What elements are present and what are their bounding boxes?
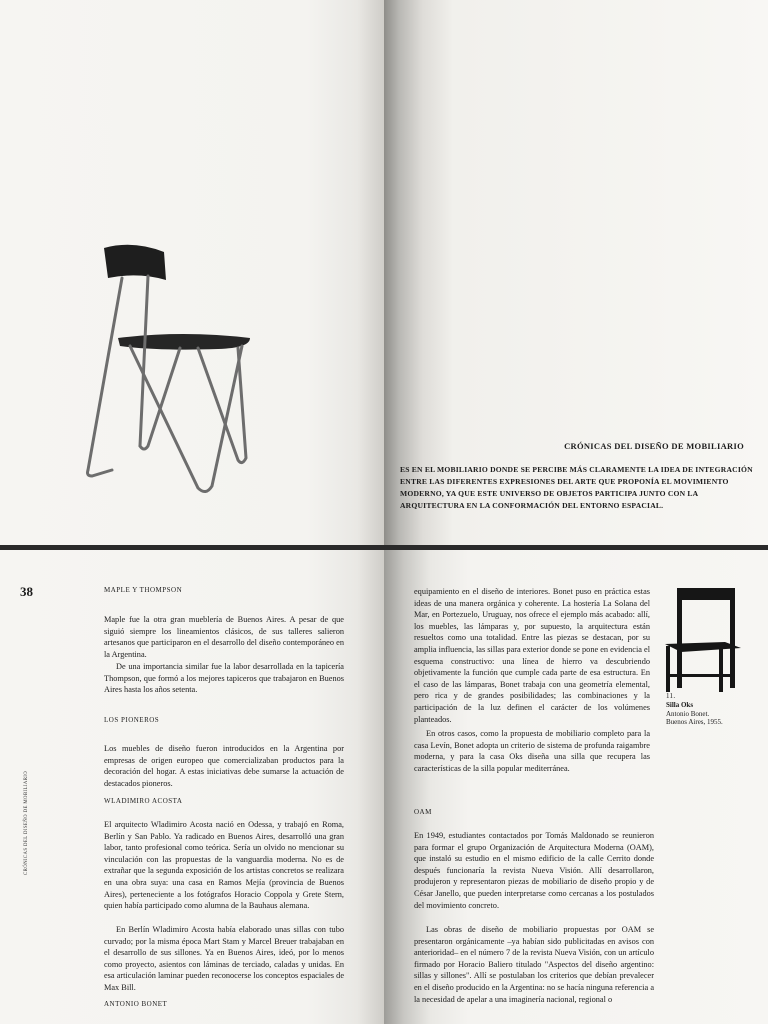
section-heading: LOS PIONEROS (104, 716, 160, 724)
paragraph: Maple fue la otra gran mueblería de Buenos Aires. A pesar de que siguió siempre los lineamientos clásicos, de sus talleres salieron artesanos que participaron en el desarrollo del diseño contemporáneo en la Argentina. (104, 615, 344, 659)
figure-caption (666, 692, 756, 727)
paragraph: En Berlín Wladimiro Acosta había elaborado unas sillas con tubo curvado; por la misma época Mart Stam y Marcel Breuer trabajaban en el desarrollo de sus sillones. Ya en Buenos Aires, ideó, por lo menos como proyecto, asientos con láminas de terciado, caladas y unidas. En esa articulación laminar pueden reconocerse los conceptos espaciales de Max Bill. (104, 925, 344, 992)
chronicle-body: ES EN EL MOBILIARIO DONDE SE PERCIBE MÁS CLARAMENTE LA IDEA DE INTEGRACIÓN ENTRE LAS DIFERENTES EXPRESIONES DEL ARTE QUE PROPONÍA EL MOVIMIENTO MODERNO, YA QUE ESTE UNIVERSO DE OBJETOS PARTICIPA JUNTO CON LA ARQUITECTURA EN LA CONFORMACIÓN DEL ENTORNO ESPACIAL. (400, 465, 753, 510)
top-right-page (384, 0, 768, 545)
paragraph: equipamiento en el diseño de interiores. Bonet puso en práctica estas ideas de una manera orgánica y coherente. La hostería La Solana del Mar, en Portezuelo, Uruguay, nos ofrece el ejemplo más acabado: allí, los muebles, las lámparas y, por supuesto, la arquitectura están resueltos como una totalidad. Entre las piezas se destacan, por su amplia influencia, las sillas para exterior donde se pone en evidencia el esquema constructivo: una línea de hierro va descubriendo objetivamente la función que cumple cada parte de esa estructura. En el caso de las lámparas, Bonet trabaja con una geometría elemental, pero rica y de grandes posibilidades; las combinaciones y la participación de la luz definen el carácter de los volúmenes planteados. (414, 587, 650, 724)
oks-chair-photo (663, 586, 743, 694)
section-heading: WLADIMIRO ACOSTA (104, 797, 183, 805)
paragraph: En otros casos, como la propuesta de mobiliario completo para la casa Levín, Bonet adopta un criterio de sistema de profunda raigambre moderna, y para la casa Oks diseña una silla que recupera las características de la silla popular mediterránea. (414, 729, 650, 773)
section-heading: MAPLE Y THOMPSON (104, 586, 183, 594)
top-left-page (0, 0, 384, 545)
caption-place: Buenos Aires, 1955. (666, 718, 723, 727)
chronicle-title: CRÓNICAS DEL DISEÑO DE MOBILIARIO (564, 441, 744, 451)
chronicle-intro (400, 441, 760, 512)
page-38 (0, 550, 384, 1024)
page-number: 38 (20, 584, 33, 599)
caption-number: 11. (666, 692, 676, 700)
section-heading: ANTONIO BONET (104, 1000, 168, 1008)
bonet-chair-photo (78, 238, 258, 498)
page-39 (384, 550, 768, 1024)
paragraph: Las obras de diseño de mobiliario propuestas por OAM se presentaron orgánicamente –ya habían sido publicitadas en avisos con anterioridad– en el número 7 de la revista Nueva Visión, con un artículo firmado por Horacio Baliero titulado "Aspectos del diseño argentino: sillas y sillones". Allí se postulaban los criterios que debían prevalecer en el diseño producido en la Argentina: no se hacía ninguna referencia a la necesidad de apelar a una imaginería nacional, regional o (414, 925, 654, 1004)
paragraph: En 1949, estudiantes contactados por Tomás Maldonado se reunieron para formar el grupo Organización de Arquitectura Moderna (OAM), que instaló su estudio en el mismo edificio de la calle Cerrito donde después funcionaría la revista Nueva Visión. Allí desarrollaron, produjeron y representaron piezas de mobiliario de diseño propio y de César Janello, que pueden interpretarse como cercanas a los postulados del movimiento concreto. (414, 831, 654, 910)
paragraph: Los muebles de diseño fueron introducidos en la Argentina por empresas de origen europeo que comercializaban productos para la decoración del hogar. A estas iniciativas debe sumarse la actuación de destacados pioneros. (104, 744, 344, 788)
paragraph: El arquitecto Wladimiro Acosta nació en Odessa, y trabajó en Roma, Berlín y San Pablo. Ya radicado en Buenos Aires, desarrolló una gran labor, tanto profesional como teórica. Sería un olvido no mencionar su vinculación con las propuestas de la vanguardia moderna. No es de extrañar que la segunda exposición de los artistas concretos se realizara en una obra suya: una casa en Ramos Mejía (provincia de Buenos Aires), perteneciente a los fotógrafos Horacio Coppola y Grete Stern, quien había participado como alumna de la Bauhaus alemana. (104, 820, 344, 911)
running-head: CRÓNICAS DEL DISEÑO DE MOBILIARIO (24, 770, 29, 875)
caption-author: Antonio Bonet. (666, 709, 710, 718)
bottom-spread (0, 550, 768, 1024)
section-heading: OAM (414, 808, 432, 816)
paragraph: De una importancia similar fue la labor desarrollada en la tapicería Thompson, que formó a los mejores tapiceros que trabajaron en Buenos Aires hasta los años setenta. (104, 662, 344, 695)
caption-title: Silla Oks (666, 700, 694, 709)
